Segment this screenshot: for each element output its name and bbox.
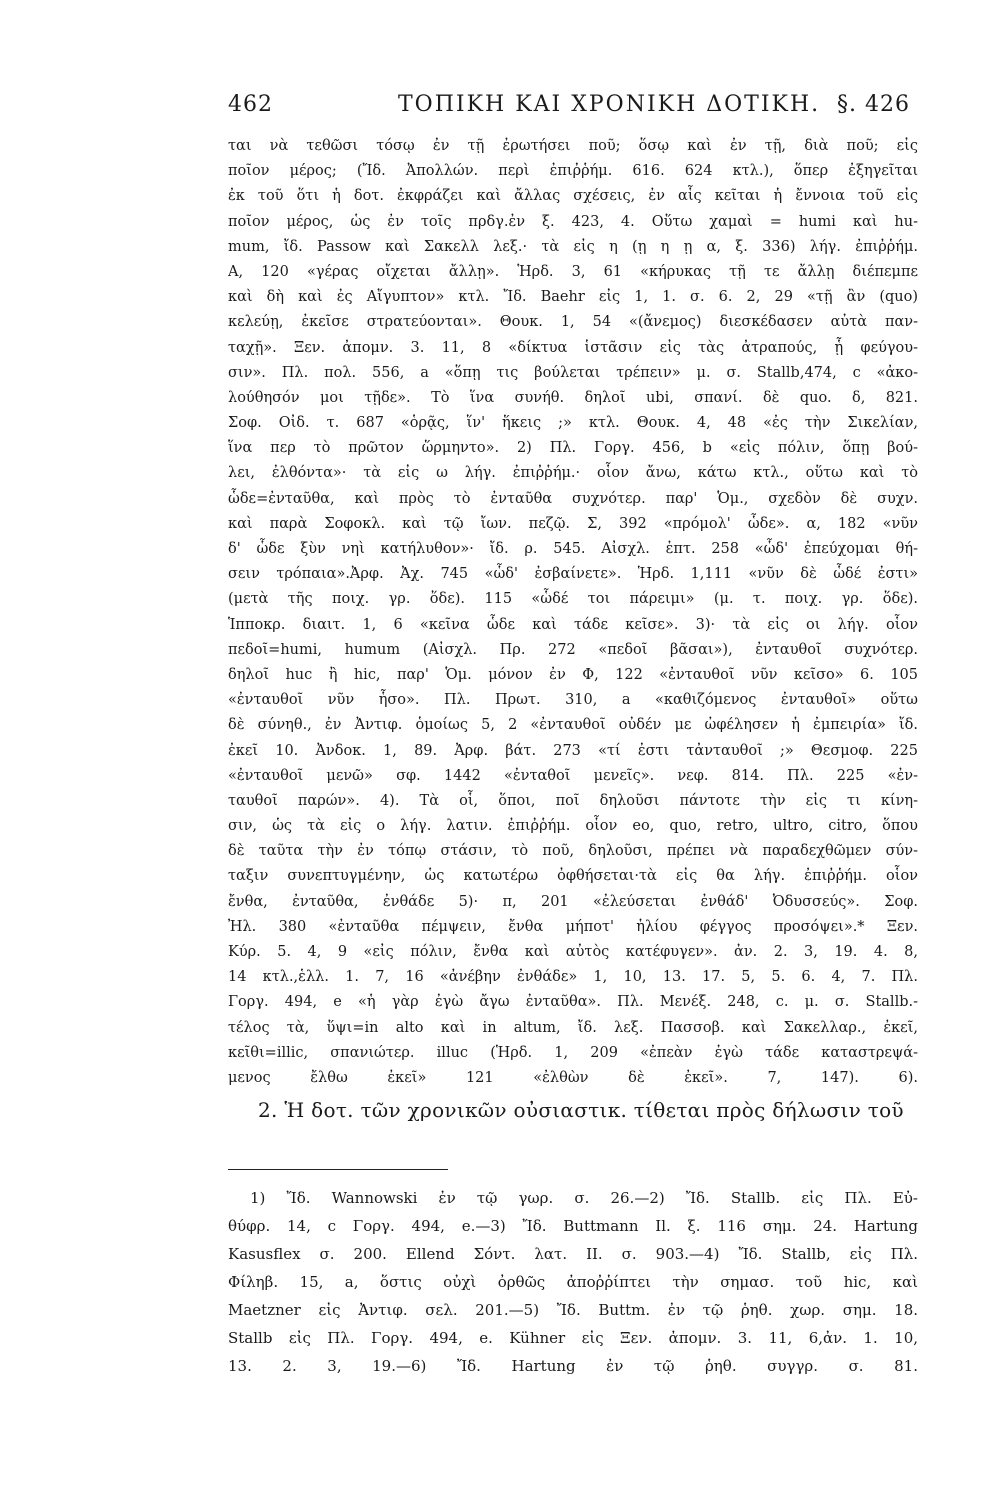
text-line: Ἱπποκρ. διαιτ. 1, 6 «κεῖνα ὧδε καὶ τάδε κεῖσε». 3)· τὰ εἰς οι λήγ. οἷον — [228, 616, 918, 633]
text-line: ἐκ τοῦ ὅτι ἡ δοτ. ἐκφράζει καὶ ἄλλας σχέσεις, ἐν αἷς κεῖται ἡ ἔννοια τοῦ εἰς — [228, 188, 918, 205]
text-line: ται νὰ τεθῶσι τόσῳ ἐν τῇ ἐρωτήσει ποῦ; ὅσῳ καὶ ἐν τῇ, διὰ ποῦ; εἰς — [228, 138, 918, 154]
page — [228, 92, 918, 1380]
text-line: ταυθοῖ παρών». 4). Τὰ οἷ, ὅποι, ποῖ δηλοῦσι πάντοτε τὴν εἰς τι κίνη- — [228, 792, 918, 809]
paragraph-2-opening: 2. Ἡ δοτ. τῶν χρονικῶν οὐσιαστικ. τίθεται πρὸς δήλωσιν τοῦ — [258, 1098, 904, 1123]
text-line: «ἐνταυθοῖ μενῶ» σφ. 1442 «ἐνταθοῖ μενεῖς». νεφ. 814. Πλ. 225 «ἐν- — [228, 767, 918, 784]
text-line: Α, 120 «γέρας οἴχεται ἄλλῃ». Ἡρδ. 3, 61 «κήρυκας τῇ τε ἄλλῃ διέπεμπε — [228, 263, 918, 280]
text-line: ποῖον μέρος; (Ἴδ. Ἀπολλών. περὶ ἐπιῤῥήμ. 616. 624 κτλ.), ὅπερ ἐξηγεῖται — [228, 163, 918, 180]
text-line: mum, ἴδ. Passow καὶ Σακελλ λεξ.· τὰ εἰς η (ῃ η ῃ α, ξ. 336) λήγ. ἐπιῤῥήμ. — [228, 238, 918, 255]
footnote-line: Maetzner εἰς Ἀντιφ. σελ. 201.—5) Ἴδ. Buttm. ἐν τῷ ῥηθ. χωρ. σημ. 18. — [228, 1301, 918, 1320]
footnote-line: Stallb εἰς Πλ. Γοργ. 494, e. Kühner εἰς Ξεν. ἀπομν. 3. 11, 6,ἀν. 1. 10, — [228, 1329, 918, 1348]
text-line: λει, ἐλθόντα»· τὰ εἰς ω λήγ. ἐπιῤῥήμ.· οἷον ἄνω, κάτω κτλ., οὕτω καὶ τὸ — [228, 465, 918, 482]
text-line: Γοργ. 494, e «ἡ γὰρ ἐγὼ ἄγω ἐνταῦθα». Πλ. Μενέξ. 248, c. μ. σ. Stallb.- — [228, 994, 918, 1011]
text-line: (μετὰ τῆς ποιχ. γρ. ὅδε). 115 «ὧδέ τοι πάρειμι» (μ. τ. ποιχ. γρ. ὅδε). — [228, 591, 918, 608]
text-line: καὶ δὴ καὶ ἐς Αἴγυπτον» κτλ. Ἴδ. Baehr εἰς 1, 1. σ. 6. 2, 29 «τῇ ἂν (quo) — [228, 289, 918, 306]
text-line: κεῖθι=illic, σπανιώτερ. illuc (Ἡρδ. 1, 209 «ἐπεὰν ἐγὼ τάδε καταστρεψά- — [228, 1044, 918, 1061]
footnote-line: Kasusflex σ. 200. Ellend Σόντ. λατ. II. σ. 903.—4) Ἴδ. Stallb, εἰς Πλ. — [228, 1245, 918, 1264]
footnote-line: θύφρ. 14, c Γοργ. 494, e.—3) Ἴδ. Buttmann Il. ξ. 116 σημ. 24. Hartung — [228, 1217, 918, 1236]
text-line: ταξιν συνεπτυγμένην, ὡς κατωτέρω ὀφθήσεται·τὰ εἰς θα λήγ. ἐπιῤῥήμ. οἷον — [228, 868, 918, 885]
text-line: δὲ ταῦτα τὴν ἐν τόπῳ στάσιν, τὸ ποῦ, δηλοῦσι, πρέπει νὰ παραδεχθῶμεν σύν- — [228, 843, 918, 860]
text-line: ἔνθα, ἐνταῦθα, ἐνθάδε 5)· π, 201 «ἐλεύσεται ἐνθάδ' Ὀδυσσεύς». Σοφ. — [228, 893, 918, 910]
text-line: ταχῇ». Ξεν. ἀπομν. 3. 11, 8 «δίκτυα ἱστᾶσιν εἰς τὰς ἀτραπούς, ᾗ φεύγου- — [228, 339, 918, 356]
page-number: 462 — [228, 92, 273, 117]
footnote-line: 13. 2. 3, 19.—6) Ἴδ. Hartung ἐν τῷ ῥηθ. συγγρ. σ. 81. — [228, 1357, 918, 1376]
section-number: §. 426 — [837, 92, 910, 117]
text-line: ἵνα περ τὸ πρῶτον ὥρμηντο». 2) Πλ. Γοργ. 456, b «εἰς πόλιν, ὅπῃ βού- — [228, 440, 918, 457]
text-line: μενος ἔλθω ἐκεῖ» 121 «ἐλθὼν δὲ ἐκεῖ». 7, 147). 6). — [228, 1069, 918, 1086]
footnote-line: Φίληβ. 15, a, ὅστις οὐχὶ ὀρθῶς ἀποῤῥίπτει τὴν σημασ. τοῦ hic, καὶ — [228, 1273, 918, 1292]
text-line: δ' ὧδε ξὺν νηὶ κατήλυθον»· ἴδ. ρ. 545. Αἰσχλ. ἑπτ. 258 «ὧδ' ἐπεύχομαι θή- — [228, 541, 918, 557]
running-head — [228, 92, 918, 128]
text-line: κελεύῃ, ἐκεῖσε στρατεύονται». Θουκ. 1, 54 «(ἄνεμος) διεσκέδασεν αὐτὰ παν- — [228, 314, 918, 331]
main-text — [228, 134, 918, 1091]
text-line: καὶ παρὰ Σοφοκλ. καὶ τῷ ἴων. πεζῷ. Σ, 392 «πρόμολ' ὧδε». α, 182 «νῦν — [228, 515, 918, 532]
footnotes — [228, 1184, 918, 1380]
text-line: ποῖον μέρος, ὡς ἐν τοῖς πρδγ.ἐν ξ. 423, 4. Οὕτω χαμαὶ = humi καὶ hu- — [228, 213, 918, 230]
text-line: «ἐνταυθοῖ νῦν ἧσο». Πλ. Πρωτ. 310, a «καθιζόμενος ἐνταυθοῖ» οὕτω — [228, 692, 918, 709]
text-line: ἐκεῖ 10. Ἀνδοκ. 1, 89. Ἀρφ. βάτ. 273 «τί ἐστι τἀνταυθοῖ ;» Θεσμοφ. 225 — [228, 742, 918, 759]
text-line: τέλος τὰ, ὕψι=in alto καὶ in altum, ἴδ. λεξ. Πασσοβ. καὶ Σακελλαρ., ἐκεῖ, — [228, 1019, 918, 1036]
text-line: πεδοῖ=humi, humum (Αἰσχλ. Πρ. 272 «πεδοῖ βᾶσαι»), ἐνταυθοῖ συχνότερ. — [228, 641, 918, 658]
text-line: 14 κτλ.,ἑλλ. 1. 7, 16 «ἀνέβην ἐνθάδε» 1, 10, 13. 17. 5, 5. 6. 4, 7. Πλ. — [228, 969, 918, 986]
text-line: Σοφ. Οἰδ. τ. 687 «ὁρᾷς, ἵν' ἥκεις ;» κτλ. Θουκ. 4, 48 «ἐς τὴν Σικελίαν, — [228, 415, 918, 432]
footnote-rule — [228, 1169, 448, 1170]
text-line: Κύρ. 5. 4, 9 «εἰς πόλιν, ἔνθα καὶ αὐτὸς κατέφυγεν». ἀν. 2. 3, 19. 4. 8, — [228, 944, 918, 960]
text-line: σιν». Πλ. πολ. 556, a «ὅπῃ τις βούλεται τρέπειν» μ. σ. Stallb,474, c «ἀκο- — [228, 364, 918, 381]
text-line: δηλοῖ huc ἢ hic, παρ' Ὁμ. μόνον ἐν Φ, 122 «ἐνταυθοῖ νῦν κεῖσο» 6. 105 — [228, 666, 918, 683]
text-line: Ἠλ. 380 «ἐνταῦθα πέμψειν, ἔνθα μήποτ' ἡλίου φέγγος προσόψει».* Ξεν. — [228, 918, 918, 935]
text-line: σιν, ὡς τὰ εἰς ο λήγ. λατιν. ἐπιῤῥήμ. οἷον eo, quo, retro, ultro, citro, ὅπου — [228, 818, 918, 835]
text-line: δὲ σύνηθ., ἐν Ἀντιφ. ὁμοίως 5, 2 «ἐνταυθοῖ οὐδέν με ὠφέλησεν ἡ ἐμπειρία» ἴδ. — [228, 717, 918, 734]
text-line: ὧδε=ἐνταῦθα, καὶ πρὸς τὸ ἐνταῦθα συχνότερ. παρ' Ὁμ., σχεδὸν δὲ συχν. — [228, 490, 918, 507]
text-line: σειν τρόπαια».Ἀρφ. Ἀχ. 745 «ὧδ' ἐσβαίνετε». Ἡρδ. 1,111 «νῦν δὲ ὧδέ ἐστι» — [228, 566, 918, 583]
footnote-line: 1) Ἴδ. Wannowski ἐν τῷ γωρ. σ. 26.—2) Ἴδ. Stallb. εἰς Πλ. Εὐ- — [250, 1189, 918, 1208]
running-title: ΤΟΠΙΚΗ ΚΑΙ ΧΡΟΝΙΚΗ ΔΟΤΙΚΗ. — [398, 92, 821, 117]
text-line: λούθησόν μοι τῇδε». Τὸ ἵνα συνήθ. δηλοῖ ubi, σπανί. δὲ quo. δ, 821. — [228, 389, 918, 406]
